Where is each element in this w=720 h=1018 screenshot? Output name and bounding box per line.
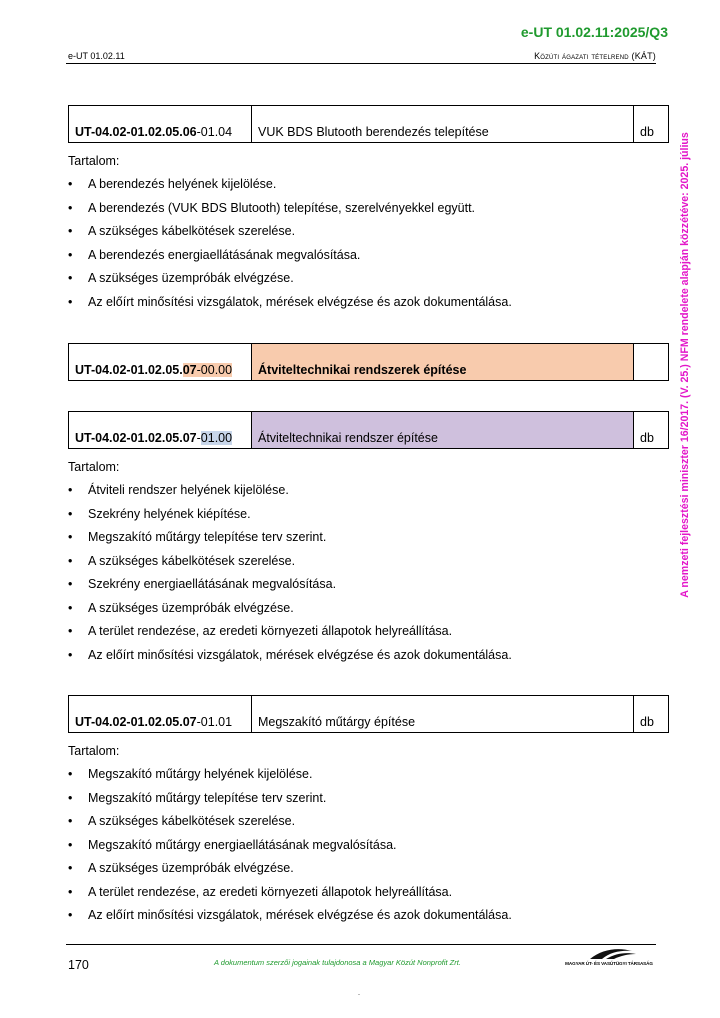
item-unit: db xyxy=(634,412,669,449)
item-title: Megszakító műtárgy építése xyxy=(252,696,634,733)
list-item: • Szekrény helyének kiépítése. xyxy=(68,503,668,527)
item-code xyxy=(69,696,252,733)
header-divider xyxy=(66,63,656,64)
list-item: • Szekrény energiaellátásának megvalósítása. xyxy=(68,573,668,597)
item-unit: db xyxy=(634,696,669,733)
item-unit: db xyxy=(634,106,669,143)
side-publication-note xyxy=(674,97,696,632)
list-item: • A berendezés (VUK BDS Blutooth) telepítése, szerelvényekkel együtt. xyxy=(68,197,668,221)
list-item: • Az előírt minősítési vizsgálatok, mérések elvégzése és azok dokumentálása. xyxy=(68,904,668,928)
item-table-07-01-00 xyxy=(68,411,669,449)
list-item: • Átviteli rendszer helyének kijelölése. xyxy=(68,479,668,503)
item-code-main: UT-04.02-01.02.05.07 xyxy=(75,715,197,729)
item-title: Átviteltechnikai rendszerek építése xyxy=(252,344,634,381)
company-logo xyxy=(562,947,656,969)
item-code-main: UT-04.02-01.02.05.06 xyxy=(75,125,197,139)
list-item: • Az előírt minősítési vizsgálatok, mérések elvégzése és azok dokumentálása. xyxy=(68,291,668,315)
logo-text: MAGYAR ÚT- ÉS VASÚTÜGYI TÁRSASÁG xyxy=(565,961,653,966)
item-code-suffix: -00.00 xyxy=(196,363,233,377)
list-item: • Megszakító műtárgy helyének kijelölése. xyxy=(68,763,668,787)
list-item: • A berendezés energiaellátásának megvalósítása. xyxy=(68,244,668,268)
list-item: • A szükséges kábelkötések szerelése. xyxy=(68,810,668,834)
copyright-note: A dokumentum szerzői jogainak tulajdonosa a Magyar Közút Nonprofit Zrt. xyxy=(214,958,461,967)
list-item: • A szükséges kábelkötések szerelése. xyxy=(68,550,668,574)
list-item: • A szükséges üzempróbák elvégzése. xyxy=(68,857,668,881)
footer-divider xyxy=(66,944,656,945)
item-table-07-01-01 xyxy=(68,695,669,733)
item-code-separator: - xyxy=(196,431,201,445)
content-label: Tartalom: xyxy=(68,460,120,474)
list-item: • A szükséges kábelkötések szerelése. xyxy=(68,220,668,244)
list-item: • A szükséges üzempróbák elvégzése. xyxy=(68,597,668,621)
item-code-suffix: -01.04 xyxy=(196,125,233,139)
item-code xyxy=(69,412,252,449)
side-publication-note-text: A nemzeti fejlesztési miniszter 16/2017. (V. 25.) NFM rendelete alapján közzétéve: 2025. július xyxy=(679,131,691,598)
list-item: • Megszakító műtárgy energiaellátásának megvalósítása. xyxy=(68,834,668,858)
item-content-07-01-00 xyxy=(68,456,668,667)
list-item: • Az előírt minősítési vizsgálatok, mérések elvégzése és azok dokumentálása. xyxy=(68,644,668,668)
item-code-suffix: -01.01 xyxy=(196,715,233,729)
list-item: • Megszakító műtárgy telepítése terv szerint. xyxy=(68,787,668,811)
item-title: VUK BDS Blutooth berendezés telepítése xyxy=(252,106,634,143)
item-content-07-01-01 xyxy=(68,740,668,928)
item-unit xyxy=(634,344,669,381)
item-table-06-01-04 xyxy=(68,105,669,143)
list-item: • A berendezés helyének kijelölése. xyxy=(68,173,668,197)
item-code-highlight: 01.00 xyxy=(200,431,233,445)
content-label: Tartalom: xyxy=(68,154,120,168)
page-number: 170 xyxy=(68,958,89,972)
scan-dot xyxy=(358,994,360,995)
content-bullet-list xyxy=(68,479,668,667)
list-item: • A terület rendezése, az eredeti környezeti állapotok helyreállítása. xyxy=(68,620,668,644)
item-code-main: UT-04.02-01.02.05. xyxy=(75,363,183,377)
item-content-06-01-04 xyxy=(68,150,668,314)
list-item: • A terület rendezése, az eredeti környezeti állapotok helyreállítása. xyxy=(68,881,668,905)
content-bullet-list xyxy=(68,173,668,314)
item-code xyxy=(69,106,252,143)
item-title: Átviteltechnikai rendszer építése xyxy=(252,412,634,449)
content-bullet-list xyxy=(68,763,668,928)
item-table-07-00-00 xyxy=(68,343,669,381)
item-code-highlight: 07 xyxy=(182,363,197,377)
document-code: e-UT 01.02.11:2025/Q3 xyxy=(520,24,668,40)
header-left-code: e-UT 01.02.11 xyxy=(68,51,125,61)
content-label: Tartalom: xyxy=(68,744,120,758)
item-code xyxy=(69,344,252,381)
list-item: • A szükséges üzempróbák elvégzése. xyxy=(68,267,668,291)
list-item: • Megszakító műtárgy telepítése terv szerint. xyxy=(68,526,668,550)
logo-swoosh-icon xyxy=(562,947,656,961)
header-right-title: Közúti ágazati tételrend (KÁT) xyxy=(534,51,656,61)
item-code-main: UT-04.02-01.02.05.07 xyxy=(75,431,197,445)
